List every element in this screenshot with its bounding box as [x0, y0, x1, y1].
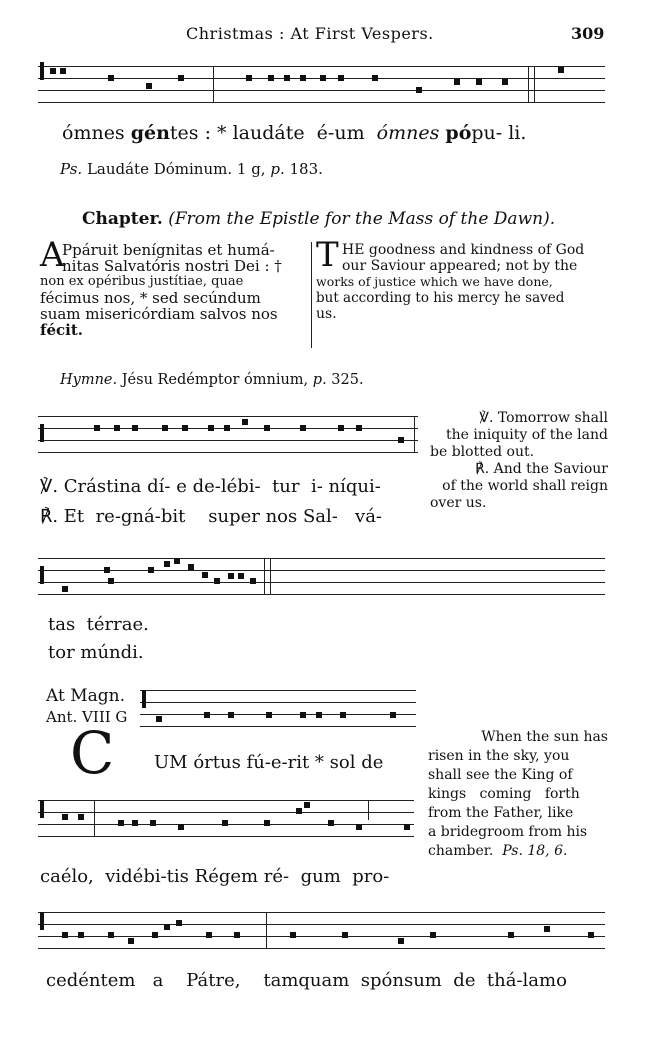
latin-line-3: non ex opéribus justítiae, quae — [40, 274, 244, 289]
v-translation-3: be blotted out. — [430, 444, 535, 460]
chant-staff-3 — [38, 558, 605, 598]
magnificat-tr-6: a bridegroom from his — [428, 824, 588, 840]
response-lyric: ℟. Et re-gná-bit super nos Sal- vá- — [40, 506, 383, 527]
latin-line-4: fécimus nos, * sed secúndum — [40, 289, 261, 307]
r-translation-1: ℟. And the Saviour — [475, 461, 608, 477]
psalm-label: Ps. — [60, 160, 83, 178]
clef-icon — [142, 690, 146, 708]
magnificat-tr-7: chamber. Ps. 18, 6. — [428, 843, 568, 859]
english-line-5: us. — [316, 306, 337, 322]
magnificat-dropcap: C — [70, 719, 115, 787]
hymn-line — [60, 372, 364, 388]
magnificat-lyric-3: cedéntem a Pátre, tamquam spónsum de thá-lamo — [46, 970, 567, 991]
versicle-lyric: ℣. Crástina dí- e de-lébi- tur i- níqui- — [40, 476, 381, 497]
chant-staff-1 — [38, 66, 605, 104]
clef-icon — [40, 62, 44, 80]
english-line-2: our Saviour appeared; not by the — [342, 258, 578, 274]
psalm-page-label: p. — [270, 160, 285, 178]
chapter-title: Chapter. — [82, 209, 163, 229]
clef-icon — [40, 800, 44, 818]
clef-icon — [40, 424, 44, 442]
hymn-text: Jésu Redémptor ómnium, — [121, 372, 313, 388]
psalm-page: 183. — [289, 160, 323, 178]
psalm-line — [60, 160, 323, 178]
clef-icon — [40, 912, 44, 930]
magnificat-label: At Magn. — [46, 686, 125, 706]
magnificat-lyric-1: UM órtus fú-e-rit * sol de — [154, 752, 384, 773]
response-ending: tor múndi. — [48, 642, 144, 663]
hymn-page: 325. — [331, 372, 364, 388]
english-line-1: HE goodness and kindness of God — [342, 242, 585, 258]
versicle-ending: tas térrae. — [48, 614, 149, 635]
magnificat-lyric-2: caélo, vidébi-tis Régem ré- gum pro- — [40, 866, 390, 887]
v-translation-1: ℣. Tomorrow shall — [479, 410, 608, 426]
r-translation-2: of the world shall reign — [442, 478, 608, 494]
chant-staff-6 — [38, 912, 605, 952]
chant-staff-4 — [140, 690, 416, 730]
magnificat-tr-1: When the sun has — [481, 729, 608, 745]
page-number: 309 — [571, 24, 605, 43]
versicle-translation — [430, 410, 608, 512]
latin-line-2: nitas Salvatóris nostri Dei : † — [62, 257, 282, 275]
latin-chapter — [40, 235, 308, 339]
magnificat-translation — [428, 728, 608, 861]
latin-line-6: fécit. — [40, 321, 83, 339]
magnificat-tr-4: kings coming forth — [428, 786, 580, 802]
psalm-text: Laudáte Dóminum. 1 g, — [86, 160, 271, 178]
v-translation-2: the iniquity of the land — [445, 427, 608, 443]
magnificat-tr-5: from the Father, like — [428, 805, 574, 821]
running-header: Christmas : At First Vespers. — [186, 24, 434, 43]
latin-dropcap: A — [40, 235, 65, 275]
magnificat-tr-2: risen in the sky, you — [428, 748, 570, 764]
antiphon-mode-label: Ant. VIII G — [46, 708, 128, 726]
hymn-label: Hymne. — [60, 372, 118, 388]
hymn-page-label: p. — [312, 372, 327, 388]
latin-line-5: suam misericórdiam salvos nos — [40, 305, 278, 323]
english-chapter — [316, 235, 608, 322]
antiphon-lyric: ómnes géntes : * laudáte é-um ómnes pópu- li. — [62, 122, 527, 144]
r-translation-3: over us. — [430, 495, 487, 511]
chant-staff-2 — [38, 416, 418, 456]
chapter-subtitle: (From the Epistle for the Mass of the Dawn). — [168, 209, 556, 229]
latin-line-1: Ppáruit benígnitas et humá- — [62, 241, 275, 259]
english-line-3: works of justice which we have done, — [316, 274, 553, 289]
chapter-heading — [82, 209, 555, 229]
clef-icon — [40, 566, 44, 584]
psalm-reference: Ps. 18, 6. — [502, 843, 568, 859]
column-divider — [311, 242, 312, 348]
magnificat-tr-3: shall see the King of — [428, 767, 573, 783]
english-line-4: but according to his mercy he saved — [316, 290, 565, 306]
english-dropcap: T — [316, 235, 339, 275]
chant-staff-5 — [38, 800, 414, 840]
